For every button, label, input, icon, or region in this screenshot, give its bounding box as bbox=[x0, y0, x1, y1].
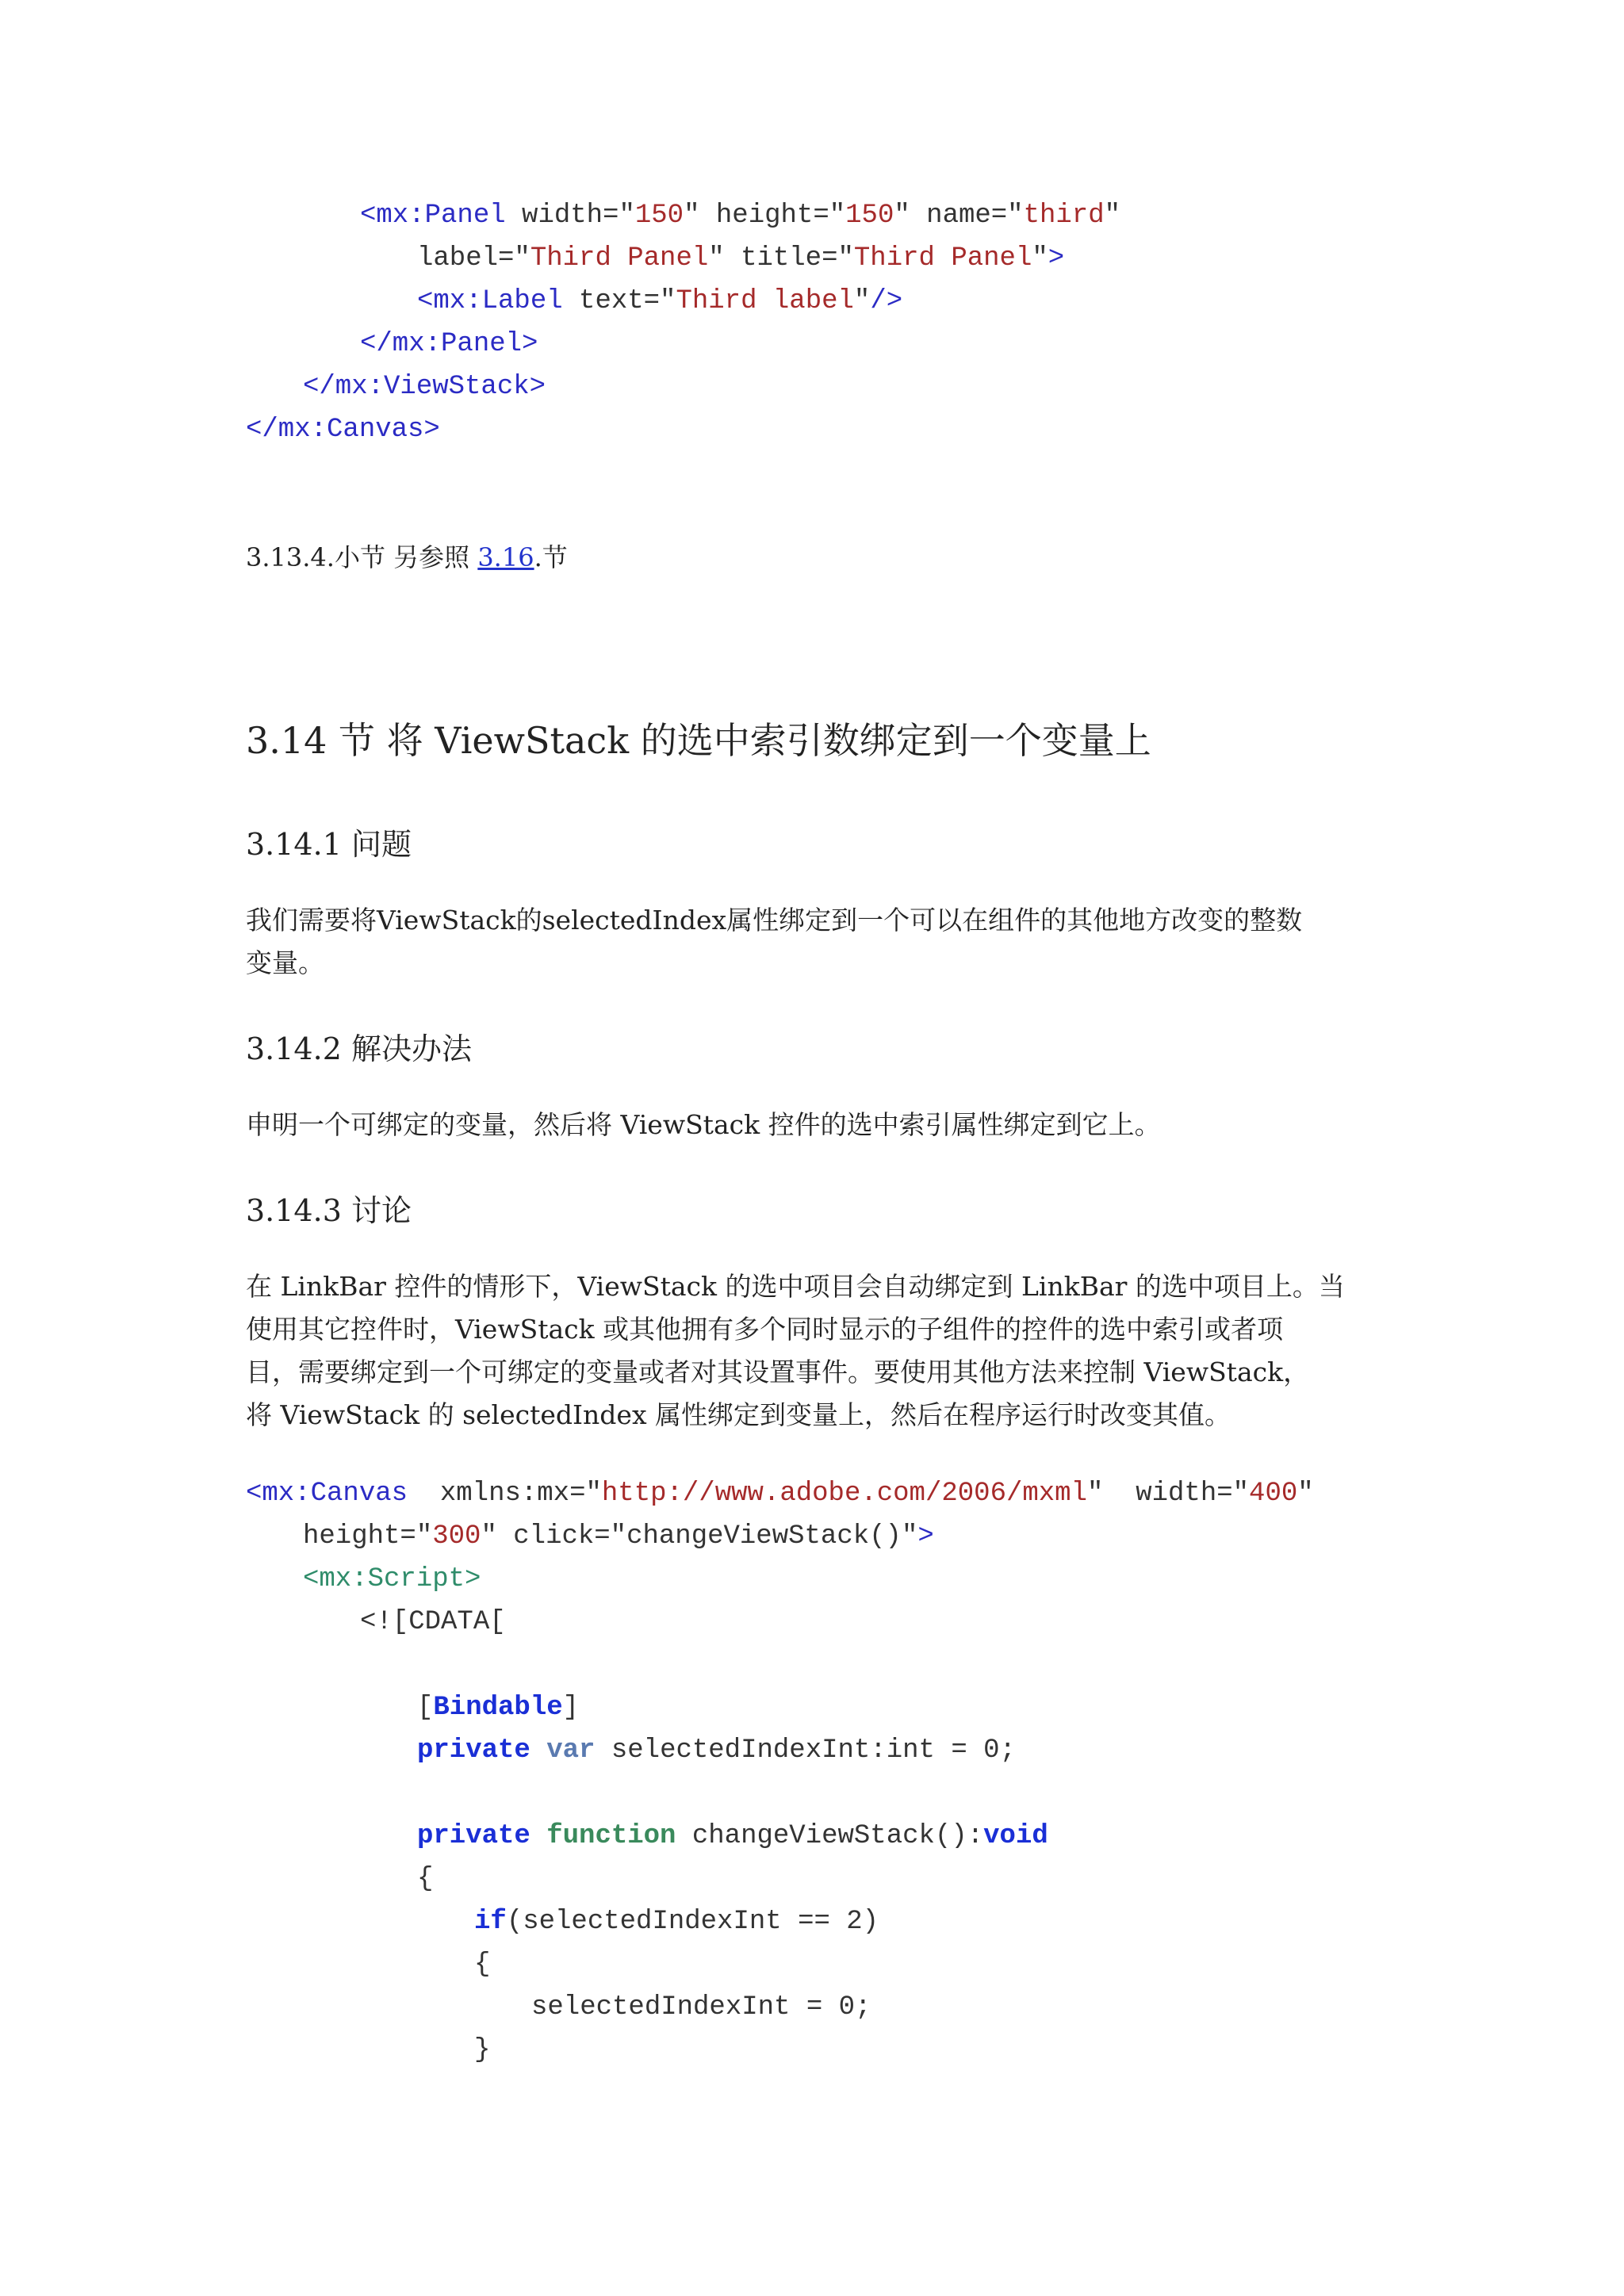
code-line bbox=[417, 1692, 579, 1724]
discussion-text: 使用其它控件时，ViewStack 或其他拥有多个同时显示的子组件的控件的选中索引或者项 bbox=[246, 1314, 1284, 1345]
code-attr: " bbox=[1297, 1479, 1314, 1509]
code-line: </mx:Panel> bbox=[360, 329, 538, 359]
code-line bbox=[360, 200, 1120, 232]
code-value: 150 bbox=[634, 201, 684, 231]
code-line: { bbox=[417, 1864, 434, 1894]
code-tag: <mx:Label bbox=[417, 286, 563, 316]
code-attr: " bbox=[853, 286, 871, 316]
code-attr: width=" bbox=[505, 201, 635, 231]
code-line bbox=[417, 1820, 1048, 1852]
problem-heading: 3.14.1 问题 bbox=[246, 827, 412, 862]
code-line: } bbox=[474, 2035, 491, 2065]
code-line: <mx:Script> bbox=[303, 1564, 481, 1594]
section-title: 3.14 节 将 ViewStack 的选中索引数绑定到一个变量上 bbox=[246, 719, 1151, 762]
code-attr: xmlns:mx=" bbox=[408, 1479, 602, 1509]
code-keyword: void bbox=[983, 1821, 1048, 1851]
code-text: (selectedIndexInt == 2) bbox=[506, 1907, 879, 1937]
code-tag: /> bbox=[870, 286, 903, 316]
code-attr: " bbox=[1032, 243, 1048, 274]
code-line: <![CDATA[ bbox=[360, 1607, 506, 1637]
code-attr: text=" bbox=[562, 286, 676, 316]
problem-text: 变量。 bbox=[246, 947, 324, 978]
code-value: 400 bbox=[1249, 1479, 1298, 1509]
code-keyword: Bindable bbox=[433, 1693, 563, 1723]
code-keyword: if bbox=[474, 1907, 507, 1937]
see-also-text: 3.13.4.小节 另参照 bbox=[246, 542, 478, 572]
code-value: third bbox=[1023, 201, 1105, 231]
discussion-heading: 3.14.3 讨论 bbox=[246, 1193, 412, 1228]
code-tag: <mx:Canvas bbox=[246, 1479, 408, 1509]
discussion-text: 将 ViewStack 的 selectedIndex 属性绑定到变量上，然后在程序运行时改变其值。 bbox=[246, 1399, 1231, 1430]
code-value: Third Panel bbox=[530, 243, 709, 274]
section-link[interactable]: 3.16 bbox=[477, 542, 534, 572]
code-attr: label=" bbox=[417, 243, 530, 274]
code-attr: height=" bbox=[303, 1521, 433, 1552]
code-line bbox=[417, 285, 902, 317]
code-attr: " bbox=[1104, 201, 1121, 231]
see-also-suffix: .节 bbox=[534, 542, 568, 572]
solution-text: 申明一个可绑定的变量，然后将 ViewStack 控件的选中索引属性绑定到它上。 bbox=[246, 1109, 1161, 1140]
code-value: 300 bbox=[432, 1521, 481, 1552]
code-attr: " height=" bbox=[684, 201, 846, 231]
code-tag: > bbox=[1048, 243, 1065, 274]
code-punct: ] bbox=[562, 1693, 580, 1723]
code-keyword: private bbox=[417, 1735, 530, 1766]
code-value: Third label bbox=[676, 286, 854, 316]
code-line: </mx:ViewStack> bbox=[303, 372, 546, 402]
code-keyword: private bbox=[417, 1821, 530, 1851]
code-tag: > bbox=[917, 1521, 934, 1552]
code-attr: " title=" bbox=[708, 243, 854, 274]
code-line: </mx:Canvas> bbox=[246, 415, 440, 445]
solution-heading: 3.14.2 解决办法 bbox=[246, 1031, 472, 1066]
code-text: selectedIndexInt:int = 0; bbox=[595, 1735, 1016, 1766]
discussion-text: 目，需要绑定到一个可绑定的变量或者对其设置事件。要使用其他方法来控制 ViewStack， bbox=[246, 1357, 1310, 1387]
problem-text: 我们需要将ViewStack的selectedIndex属性绑定到一个可以在组件的其他地方改变的整数 bbox=[246, 905, 1303, 936]
code-keyword: var bbox=[546, 1735, 596, 1766]
code-line bbox=[417, 243, 1064, 274]
code-value: http://www.adobe.com/2006/mxml bbox=[601, 1479, 1087, 1509]
code-text: changeViewStack(): bbox=[676, 1821, 984, 1851]
code-line: { bbox=[474, 1950, 491, 1980]
code-attr: " click="changeViewStack()" bbox=[481, 1521, 918, 1552]
code-value: 150 bbox=[845, 201, 894, 231]
code-tag: <mx:Panel bbox=[360, 201, 506, 231]
code-line bbox=[417, 1735, 1016, 1766]
code-line bbox=[303, 1521, 934, 1552]
discussion-text: 在 LinkBar 控件的情形下，ViewStack 的选中项目会自动绑定到 LinkBar 的选中项目上。当 bbox=[246, 1271, 1345, 1302]
see-also-note bbox=[246, 538, 568, 574]
code-punct: [ bbox=[417, 1693, 434, 1723]
code-line bbox=[246, 1478, 1314, 1510]
code-keyword: function bbox=[546, 1821, 676, 1851]
code-attr: " width=" bbox=[1087, 1479, 1250, 1509]
code-line: selectedIndexInt = 0; bbox=[531, 1992, 871, 2022]
code-value: Third Panel bbox=[853, 243, 1032, 274]
code-attr: " name=" bbox=[894, 201, 1024, 231]
code-line bbox=[474, 1906, 879, 1938]
